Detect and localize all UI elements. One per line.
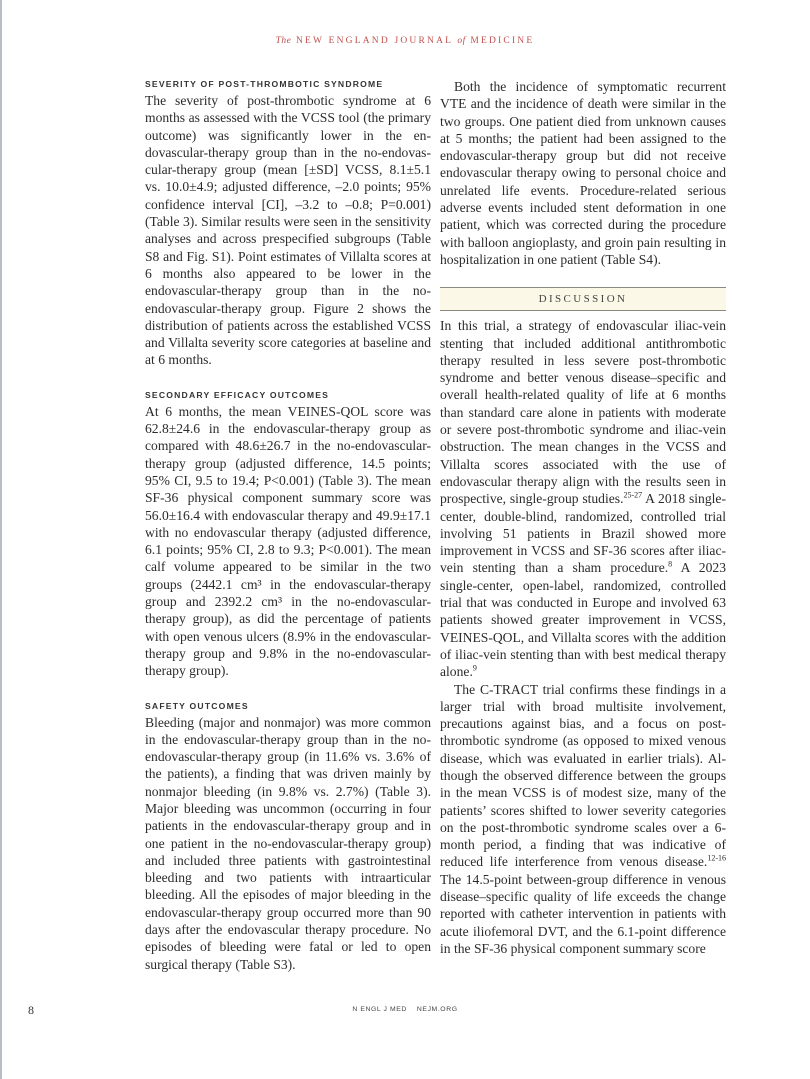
- discussion-heading: DISCUSSION: [538, 293, 628, 306]
- reference-superscript[interactable]: 8: [668, 559, 673, 569]
- text-run: A 2023 single-center, open-label, randomized, controlled trial that was conducted in Europe and involved 63 patients showed greater improvement in VCSS, VEINES-QOL, and Villalta scores with the addition of iliac-vein stenting than with best medical therapy alone.: [440, 560, 726, 680]
- section-heading-secondary: SECONDARY EFFICACY OUTCOMES: [145, 389, 330, 400]
- left-column: [145, 78, 431, 973]
- text-run: The 14.5-point between-group difference in venous disease–specific quality of life exceeds the change reported with catheter intervention in patients with acute iliofemoral DVT, and the 6.1-point difference in the SF-36 physical component summary score: [440, 871, 726, 956]
- reference-superscript[interactable]: 12-16: [707, 853, 726, 863]
- running-head: [0, 36, 810, 46]
- journal-abbreviation: N ENGL J MED: [352, 1006, 407, 1013]
- reference-superscript[interactable]: 25-27: [623, 490, 643, 500]
- page-number: 8: [28, 1003, 34, 1017]
- discussion-heading-bar: [440, 287, 726, 311]
- paragraph-severity: The severity of post-thrombotic syndrome at 6 months as assessed with the VCSS tool (the primary outcome) was significantly lower in the endovascular-therapy group than in the no-endovascular-therapy group (mean [±SD] VCSS, 8.1±5.1 vs. 10.0±4.9; adjusted difference, –2.0 points; 95% confidence interval [CI], –3.2 to –0.8; P=0.001) (Table 3). Similar results were seen in the sensitivity analyses and across prespecified subgroups (Table S8 and Fig. S1). Point estimates of Villalta scores at 6 months also appeared to be lower in the endovascular-therapy group than in the no-endovascular-therapy group. Figure 2 shows the distribution of patients across the established VCSS and Villalta severity score categories at baseline and at 6 months.: [145, 93, 431, 368]
- page-footer: [0, 1006, 810, 1013]
- running-head-suffix: MEDICINE: [470, 36, 535, 46]
- paragraph-secondary: At 6 months, the mean VEINES-QOL score was 62.8±24.6 in the endovascular-therapy group as compared with 48.6±26.7 in the no-endovascular-therapy group (adjusted difference, 14.5 points; 95% CI, 9.5 to 19.4; P<0.001) (Table 3). The mean SF-36 physical component summary score was 56.0±16.4 with endovascular therapy and 49.9±17.1 with no endovascular therapy (adjusted difference, 6.1 points; 95% CI, 2.8 to 9.3; P<0.001). The mean calf volume appeared to be similar in the two groups (2442.1 cm³ in the endovascular-therapy group and 2392.2 cm³ in the no-endovascular-therapy group), as did the percentage of patients with open venous ulcers (8.9% in the endovascular-therapy group and 9.8% in the no-endovascular-therapy group).: [145, 403, 431, 679]
- reference-superscript[interactable]: 9: [472, 663, 477, 673]
- text-run: In this trial, a strategy of endovascular iliac-vein stenting that included additional antithrombotic therapy resulted in less severe post-thrombotic syndrome and better venous disease–specific and overall health-related quality of life at 6 months than standard care alone in patients with moderate or severe post-thrombotic syndrome and iliac-vein obstruction. The mean changes in the VCSS and Villalta scores associated with the use of endovascular therapy align with the results seen in prospective, single-group studies.: [440, 318, 726, 507]
- paragraph-safety-continued: Both the incidence of symptomatic recurrent VTE and the incidence of death were similar in the two groups. One patient died from unknown causes at 5 months; the patient had been assigned to the endovascular-therapy group but did not receive endovascular therapy owing to personal choice and unrelated life events. Procedure-related serious adverse events included stent deformation in one patient, which was corrected during the procedure with balloon angioplasty, and groin pain resulting in hospitalization in one patient (Table S4).: [440, 79, 726, 267]
- paragraph-discussion-2: [440, 681, 726, 958]
- section-heading-safety: SAFETY OUTCOMES: [145, 700, 249, 711]
- journal-site: NEJM.ORG: [416, 1006, 458, 1013]
- running-head-prefix: The: [275, 36, 292, 46]
- text-run: The C-TRACT trial confirms these findings in a larger trial with broad multisite involvement, precautions against bias, and a focus on post-thrombotic syndrome (as opposed to mixed venous disease, which was evaluated in earlier trials). Although the observed difference between the groups in the mean VCSS is of modest size, many of the patients’ scores shifted to lower severity categories on the post-thrombotic syndrome scales over a 6-month period, a finding that was indicative of reduced life interference from venous disease.: [440, 681, 726, 870]
- section-heading-severity: SEVERITY OF POST-THROMBOTIC SYNDROME: [145, 79, 384, 89]
- running-head-title: NEW ENGLAND JOURNAL: [295, 36, 453, 46]
- paragraph-safety: Bleeding (major and nonmajor) was more common in the endovascular-therapy group than in the no-endovascular-therapy group (in 11.6% vs. 3.6% of the patients), a finding that was driven mainly by nonmajor bleeding (in 9.8% vs. 2.7%) (Table 3). Major bleeding was uncommon (occurring in four patients in the endovascular-therapy group and in one patient in the no-endovascular-therapy group) and included three patients with gastrointestinal bleeding and two patients with intraarticular bleeding. All the episodes of major bleeding in the endovascular-therapy group occurred more than 90 days after the endovascular therapy procedure. No episodes of bleeding were fatal or led to open surgical therapy (Table S3).: [145, 714, 431, 972]
- text-run: A 2018 single-center, double-blind, randomized, controlled trial involving 51 patients in Brazil showed more improvement in VCSS and SF-36 scores after iliac-vein stenting than a sham procedure.: [440, 491, 726, 576]
- paragraph-discussion-1: [440, 317, 726, 680]
- right-column: [440, 78, 726, 957]
- page-edge: [0, 0, 2, 1079]
- running-head-of: of: [457, 36, 466, 46]
